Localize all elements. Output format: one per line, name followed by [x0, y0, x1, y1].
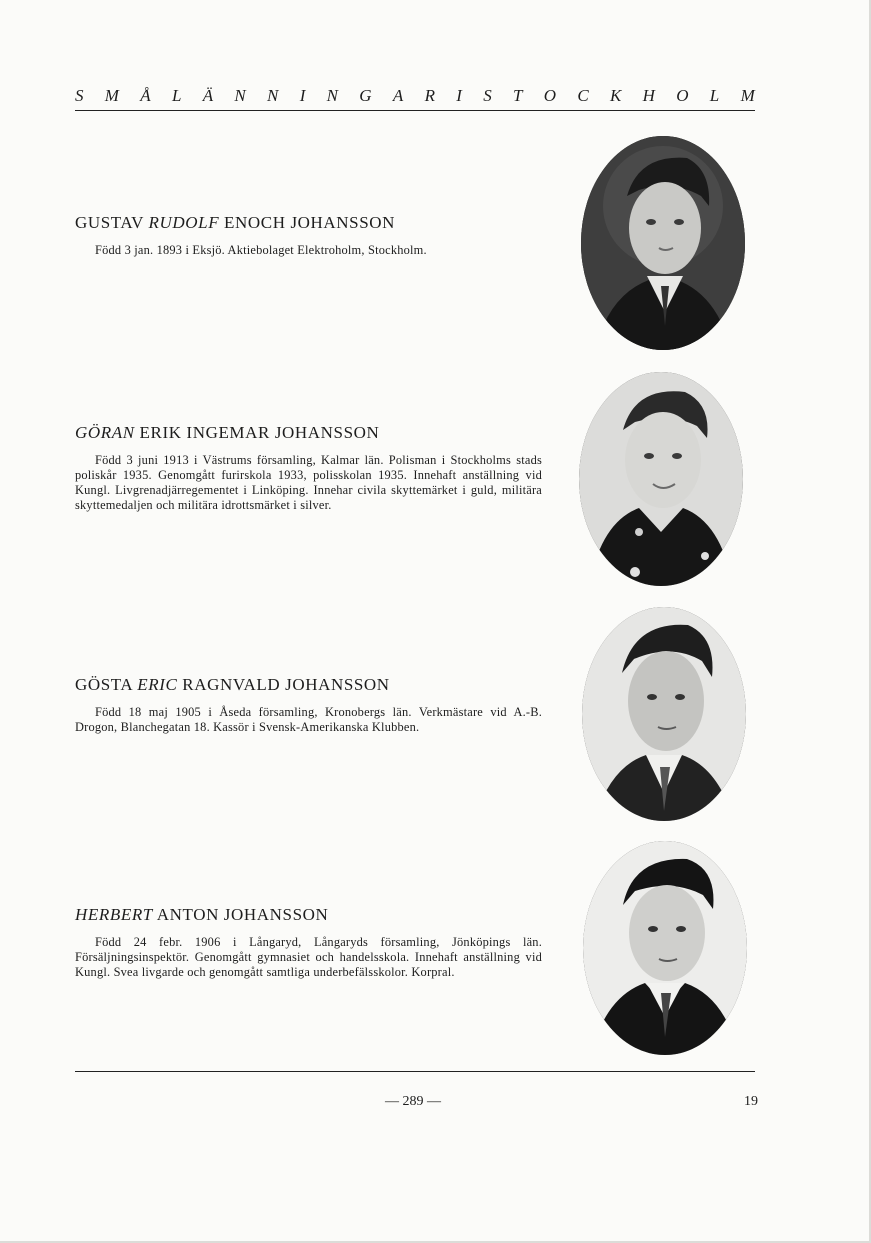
running-head-letter: T	[513, 86, 523, 105]
running-head-letter: N	[267, 86, 279, 105]
sheet-number: 19	[744, 1094, 758, 1109]
portrait-photo-icon	[582, 607, 746, 821]
entry-biography: Född 24 febr. 1906 i Långaryd, Långaryds församling, Jönköpings län. Försäljningsinspektör. Genomgått gymnasiet och handelsskola. Innehaft anställning vid Kungl. Svea livgarde och genomgått samtliga underbefälsskolor. Korpral.	[75, 935, 542, 979]
biography-entry	[75, 423, 542, 513]
running-head-letter: R	[424, 86, 435, 105]
entry-name	[75, 675, 542, 695]
running-head-letter: K	[610, 86, 622, 105]
footer-rule	[75, 1071, 755, 1072]
portrait-man-uniform-icon	[579, 372, 743, 586]
running-head-letter: I	[456, 86, 462, 105]
biography-entry	[75, 213, 542, 258]
name-part: ANTON JOHANSSON	[152, 905, 329, 924]
portrait-photo-icon	[581, 136, 745, 350]
portrait-man-dark-suit-icon	[581, 136, 745, 350]
portrait-photo-icon	[583, 841, 747, 1055]
name-called-part: HERBERT	[75, 905, 153, 924]
running-head-letter: M	[104, 86, 119, 105]
name-part: RAGNVALD JOHANSSON	[177, 675, 390, 694]
name-part: ERIK INGEMAR JOHANSSON	[134, 423, 380, 442]
name-called-part: ERIC	[137, 675, 178, 694]
running-head-letter: H	[642, 86, 655, 105]
page-number: — 289 —	[385, 1094, 441, 1109]
running-head-letter: L	[709, 86, 720, 105]
running-head-letter: O	[676, 86, 689, 105]
portrait-photo-icon	[579, 372, 743, 586]
name-called-part: GÖRAN	[75, 423, 135, 442]
running-head-letter: S	[75, 86, 84, 105]
running-head-letter: N	[234, 86, 246, 105]
portrait-man-dark-jacket-icon	[583, 841, 747, 1055]
name-part: GUSTAV	[75, 213, 149, 232]
header-rule	[75, 110, 755, 111]
running-head-letter: Ä	[202, 86, 214, 105]
running-head-letter: O	[543, 86, 557, 105]
biography-entry	[75, 905, 542, 980]
running-head-letter: S	[483, 86, 492, 105]
running-head-letter: I	[299, 86, 306, 105]
entry-name	[75, 423, 542, 443]
running-head-letter: G	[359, 86, 372, 105]
name-called-part: RUDOLF	[148, 213, 220, 232]
entry-name	[75, 905, 542, 925]
running-head	[75, 86, 755, 106]
name-part: ENOCH JOHANSSON	[219, 213, 396, 232]
entry-name	[75, 213, 542, 233]
running-head-letter: Å	[140, 86, 151, 105]
biography-entry	[75, 675, 542, 735]
entry-biography: Född 3 jan. 1893 i Eksjö. Aktiebolaget Elektroholm, Stockholm.	[95, 243, 427, 257]
running-head-letter: C	[577, 86, 589, 105]
entry-biography: Född 18 maj 1905 i Åseda församling, Kronobergs län. Verkmästare vid A.-B. Drogon, Blanchegatan 18. Kassör i Svensk-Amerikanska Klubben.	[75, 705, 542, 734]
entry-biography: Född 3 juni 1913 i Västrums församling, Kalmar län. Polisman i Stockholms stads poliskår 1935. Genomgått furirskola 1933, polisskolan 1935. Innehaft anställning vid Kungl. Livgrenadjärregementet i Linköping. Innehar civila skyttemärket i guld, militära skyttemedaljen och militära idrottsmärket i silver.	[75, 453, 542, 512]
running-head-letter: N	[326, 86, 338, 105]
portrait-man-suit-tie-icon	[582, 607, 746, 821]
running-head-letter: L	[171, 86, 182, 105]
name-part: GÖSTA	[75, 675, 138, 694]
running-head-letter: M	[740, 86, 755, 105]
running-head-letter: A	[392, 86, 404, 105]
